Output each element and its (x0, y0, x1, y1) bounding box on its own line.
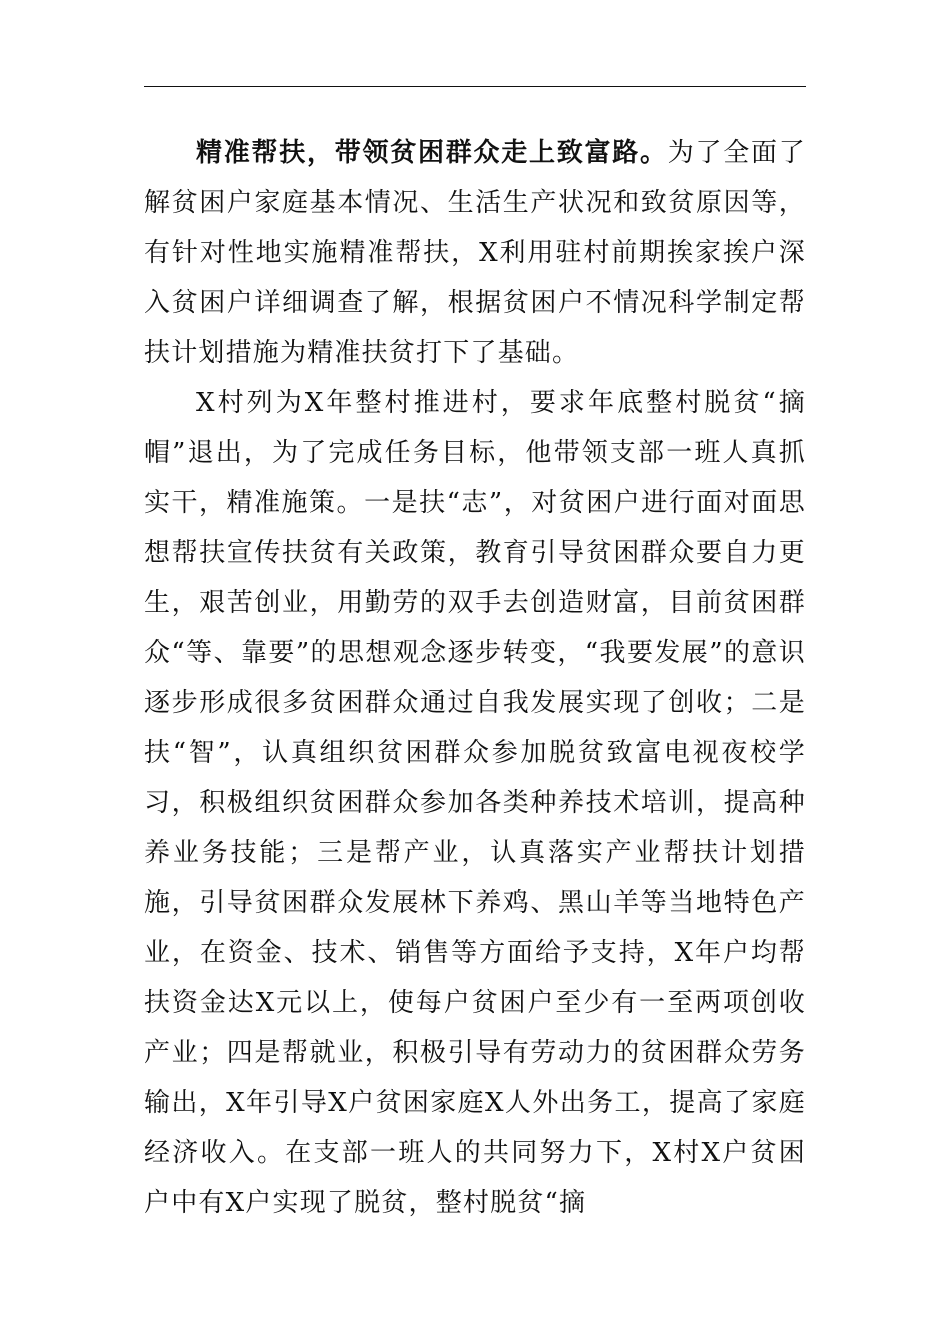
paragraph-text: 为了全面了解贫困户家庭基本情况、生活生产状况和致贫原因等，有针对性地实施精准帮扶，X利用驻村前期挨家挨户深入贫困户详细调查了解，根据贫困户不情况科学制定帮扶计划措施为精准扶贫打下了基础。 (144, 138, 806, 368)
paragraph-village-poverty-exit (144, 378, 806, 1228)
document-body (144, 128, 806, 1228)
paragraph-text: X村列为X年整村推进村，要求年底整村脱贫“摘帽”退出，为了完成任务目标，他带领支部一班人真抓实干，精准施策。一是扶“志”，对贫困户进行面对面思想帮扶宣传扶贫有关政策，教育引导贫困群众要自力更生，艰苦创业，用勤劳的双手去创造财富，目前贫困群众“等、靠要”的思想观念逐步转变，“我要发展”的意识逐步形成很多贫困群众通过自我发展实现了创收；二是扶“智”，认真组织贫困群众参加脱贫致富电视夜校学习，积极组织贫困群众参加各类种养技术培训，提高种养业务技能；三是帮产业，认真落实产业帮扶计划措施，引导贫困群众发展林下养鸡、黑山羊等当地特色产业，在资金、技术、销售等方面给予支持，X年户均帮扶资金达X元以上，使每户贫困户至少有一至两项创收产业；四是帮就业，积极引导有劳动力的贫困群众劳务输出，X年引导X户贫困家庭X人外出务工，提高了家庭经济收入。在支部一班人的共同努力下，X村X户贫困户中有X户实现了脱贫，整村脱贫“摘 (144, 388, 806, 1218)
paragraph-lead-heading: 精准帮扶，带领贫困群众走上致富路。 (196, 138, 668, 168)
header-rule (144, 86, 806, 87)
paragraph-targeted-assistance (144, 128, 806, 378)
